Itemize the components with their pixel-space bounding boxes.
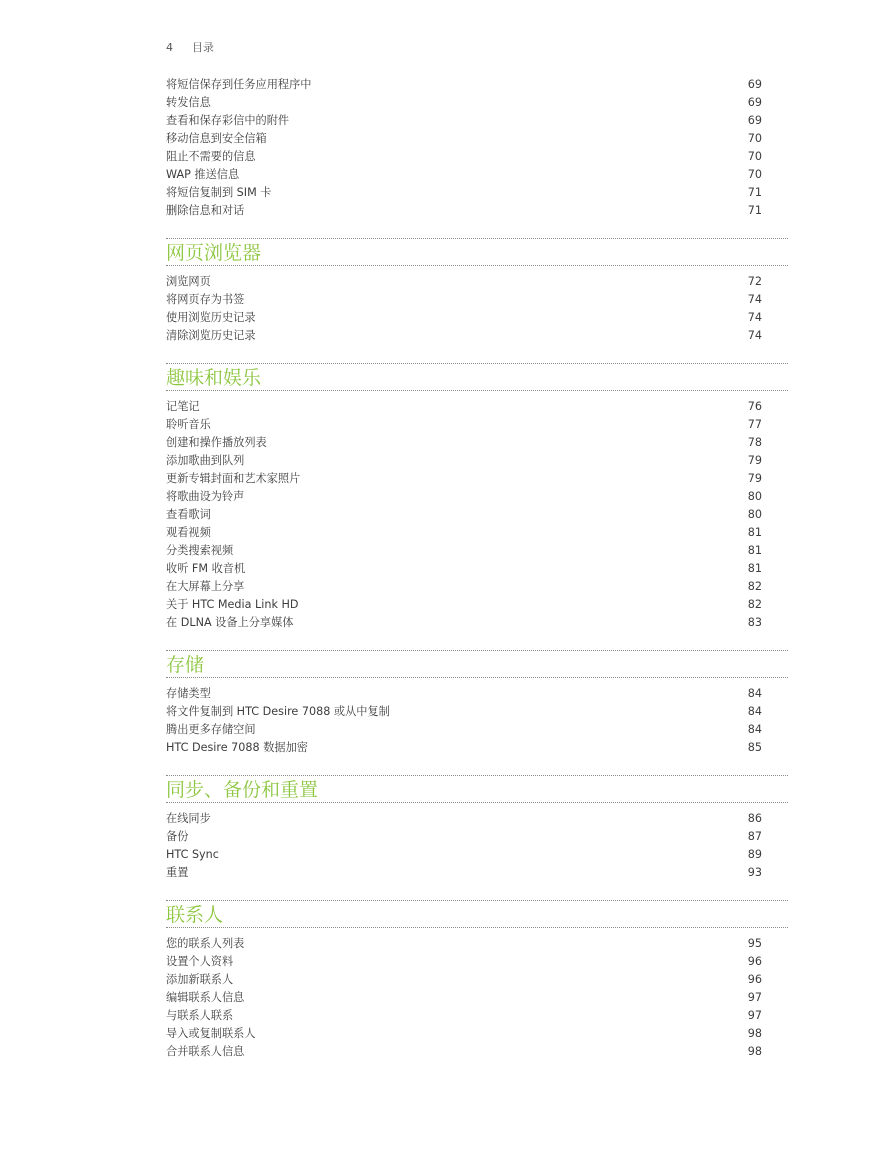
page-header-title: 目录 <box>192 41 214 54</box>
toc-entry-label: 查看歌词 <box>166 508 211 521</box>
toc-entry-page: 96 <box>747 973 762 986</box>
toc-entry-label: 转发信息 <box>166 96 211 109</box>
toc-entry[interactable] <box>166 846 788 864</box>
toc-entry-page: 80 <box>747 490 762 503</box>
toc-entry-label: 在大屏幕上分享 <box>166 580 245 593</box>
toc-entry[interactable] <box>166 614 788 632</box>
toc-entry-page: 82 <box>747 598 762 611</box>
toc-entry-label: 将歌曲设为铃声 <box>166 490 245 503</box>
toc-entry-label: 查看和保存彩信中的附件 <box>166 114 290 127</box>
toc-entry-page: 85 <box>747 741 762 754</box>
toc-entry[interactable] <box>166 828 788 846</box>
toc-entry-page: 89 <box>747 848 762 861</box>
toc-entry-page: 96 <box>747 955 762 968</box>
toc-entry-page: 77 <box>747 418 762 431</box>
toc-entry[interactable] <box>166 327 788 345</box>
toc-entry-label: 创建和操作播放列表 <box>166 436 267 449</box>
toc-entry[interactable] <box>166 810 788 828</box>
toc-entry-page: 80 <box>747 508 762 521</box>
page-number: 4 <box>166 41 173 54</box>
toc-entry-label: 与联系人联系 <box>166 1009 234 1022</box>
toc-entry-page: 79 <box>747 472 762 485</box>
toc-entry[interactable] <box>166 452 788 470</box>
toc-entry-label: 编辑联系人信息 <box>166 991 245 1004</box>
toc-entry-page: 81 <box>747 526 762 539</box>
toc-intro-list <box>166 76 788 220</box>
toc-section <box>166 650 788 757</box>
toc-entry-page: 81 <box>747 562 762 575</box>
toc-entry[interactable] <box>166 76 788 94</box>
section-title[interactable]: 存储 <box>166 650 788 678</box>
toc-entry-label: 浏览网页 <box>166 275 211 288</box>
section-title[interactable]: 趣味和娱乐 <box>166 363 788 391</box>
toc-entry[interactable] <box>166 434 788 452</box>
toc-entry[interactable] <box>166 202 788 220</box>
toc-section <box>166 363 788 632</box>
toc-entry-label: 观看视频 <box>166 526 211 539</box>
toc-entry-label: 分类搜索视频 <box>166 544 234 557</box>
toc-entry-label: 添加新联系人 <box>166 973 234 986</box>
toc-entry-page: 74 <box>747 311 762 324</box>
toc-entry-page: 72 <box>747 275 762 288</box>
toc-entry[interactable] <box>166 971 788 989</box>
toc-entry-page: 71 <box>747 186 762 199</box>
toc-content <box>166 76 788 1061</box>
toc-entry[interactable] <box>166 398 788 416</box>
toc-entry-label: 删除信息和对话 <box>166 204 245 217</box>
toc-entry-page: 71 <box>747 204 762 217</box>
toc-entry-label: 阻止不需要的信息 <box>166 150 256 163</box>
toc-entry-page: 98 <box>747 1045 762 1058</box>
toc-entry-label: HTC Sync <box>166 848 219 861</box>
toc-entry-page: 70 <box>747 150 762 163</box>
toc-entry[interactable] <box>166 184 788 202</box>
toc-entry[interactable] <box>166 864 788 882</box>
toc-entry-label: 收听 FM 收音机 <box>166 562 246 575</box>
toc-entry[interactable] <box>166 953 788 971</box>
toc-entry-page: 87 <box>747 830 762 843</box>
toc-entry-label: 将文件复制到 HTC Desire 7088 或从中复制 <box>166 705 390 718</box>
toc-entry-label: 在线同步 <box>166 812 211 825</box>
toc-entry[interactable] <box>166 130 788 148</box>
toc-section <box>166 238 788 345</box>
toc-entry-label: 更新专辑封面和艺术家照片 <box>166 472 301 485</box>
toc-entry-label: 清除浏览历史记录 <box>166 329 256 342</box>
toc-section <box>166 775 788 882</box>
toc-entry-label: 在 DLNA 设备上分享媒体 <box>166 616 294 629</box>
toc-entry-label: 记笔记 <box>166 400 200 413</box>
toc-entry-page: 79 <box>747 454 762 467</box>
toc-entry-label: 腾出更多存储空间 <box>166 723 256 736</box>
toc-entry-page: 84 <box>747 723 762 736</box>
toc-entry-page: 84 <box>747 687 762 700</box>
toc-entry-label: 合并联系人信息 <box>166 1045 245 1058</box>
toc-entry[interactable] <box>166 273 788 291</box>
toc-entry[interactable] <box>166 596 788 614</box>
toc-entry-page: 78 <box>747 436 762 449</box>
toc-section <box>166 900 788 1061</box>
toc-entry[interactable] <box>166 703 788 721</box>
toc-entry-page: 82 <box>747 580 762 593</box>
toc-entry[interactable] <box>166 1007 788 1025</box>
toc-entry-label: HTC Desire 7088 数据加密 <box>166 741 308 754</box>
toc-entry-page: 74 <box>747 293 762 306</box>
toc-entry-page: 97 <box>747 1009 762 1022</box>
toc-entry-label: WAP 推送信息 <box>166 168 240 181</box>
toc-entry[interactable] <box>166 112 788 130</box>
toc-entry[interactable] <box>166 94 788 112</box>
toc-entry[interactable] <box>166 291 788 309</box>
toc-entry-label: 存储类型 <box>166 687 211 700</box>
toc-entry[interactable] <box>166 148 788 166</box>
toc-entry-page: 70 <box>747 168 762 181</box>
toc-entry-page: 81 <box>747 544 762 557</box>
toc-entry[interactable] <box>166 542 788 560</box>
toc-entry[interactable] <box>166 935 788 953</box>
toc-entry[interactable] <box>166 488 788 506</box>
toc-entry-label: 重置 <box>166 866 189 879</box>
toc-entry-label: 将短信复制到 SIM 卡 <box>166 186 272 199</box>
toc-entry[interactable] <box>166 1025 788 1043</box>
toc-entry-page: 97 <box>747 991 762 1004</box>
toc-entry[interactable] <box>166 166 788 184</box>
toc-entry-page: 83 <box>747 616 762 629</box>
toc-entry-page: 93 <box>747 866 762 879</box>
toc-entry-page: 95 <box>747 937 762 950</box>
section-title[interactable]: 网页浏览器 <box>166 238 788 266</box>
toc-entry[interactable] <box>166 524 788 542</box>
toc-entry-label: 将短信保存到任务应用程序中 <box>166 78 312 91</box>
toc-entry-label: 将网页存为书签 <box>166 293 245 306</box>
toc-entry[interactable] <box>166 309 788 327</box>
toc-entry[interactable] <box>166 685 788 703</box>
toc-entry[interactable] <box>166 560 788 578</box>
toc-entry-page: 86 <box>747 812 762 825</box>
toc-entry-page: 98 <box>747 1027 762 1040</box>
toc-entry-page: 76 <box>747 400 762 413</box>
section-title[interactable]: 联系人 <box>166 900 788 928</box>
section-title[interactable]: 同步、备份和重置 <box>166 775 788 803</box>
toc-entry-page: 74 <box>747 329 762 342</box>
toc-entry[interactable] <box>166 739 788 757</box>
toc-sections <box>166 238 788 1061</box>
toc-entry[interactable] <box>166 578 788 596</box>
toc-entry-page: 84 <box>747 705 762 718</box>
toc-entry-label: 添加歌曲到队列 <box>166 454 245 467</box>
toc-entry[interactable] <box>166 506 788 524</box>
toc-entry-label: 关于 HTC Media Link HD <box>166 598 299 611</box>
toc-entry-label: 您的联系人列表 <box>166 937 245 950</box>
toc-entry-label: 设置个人资料 <box>166 955 234 968</box>
toc-entry[interactable] <box>166 1043 788 1061</box>
toc-entry-page: 69 <box>747 96 762 109</box>
toc-entry-page: 70 <box>747 132 762 145</box>
toc-entry-label: 聆听音乐 <box>166 418 211 431</box>
toc-entry-label: 移动信息到安全信箱 <box>166 132 267 145</box>
toc-entry[interactable] <box>166 470 788 488</box>
toc-entry-label: 备份 <box>166 830 189 843</box>
toc-entry-label: 导入或复制联系人 <box>166 1027 256 1040</box>
toc-entry[interactable] <box>166 416 788 434</box>
page-header <box>166 41 214 55</box>
toc-entry[interactable] <box>166 989 788 1007</box>
toc-entry-page: 69 <box>747 114 762 127</box>
toc-entry-label: 使用浏览历史记录 <box>166 311 256 324</box>
toc-entry-page: 69 <box>747 78 762 91</box>
toc-entry[interactable] <box>166 721 788 739</box>
